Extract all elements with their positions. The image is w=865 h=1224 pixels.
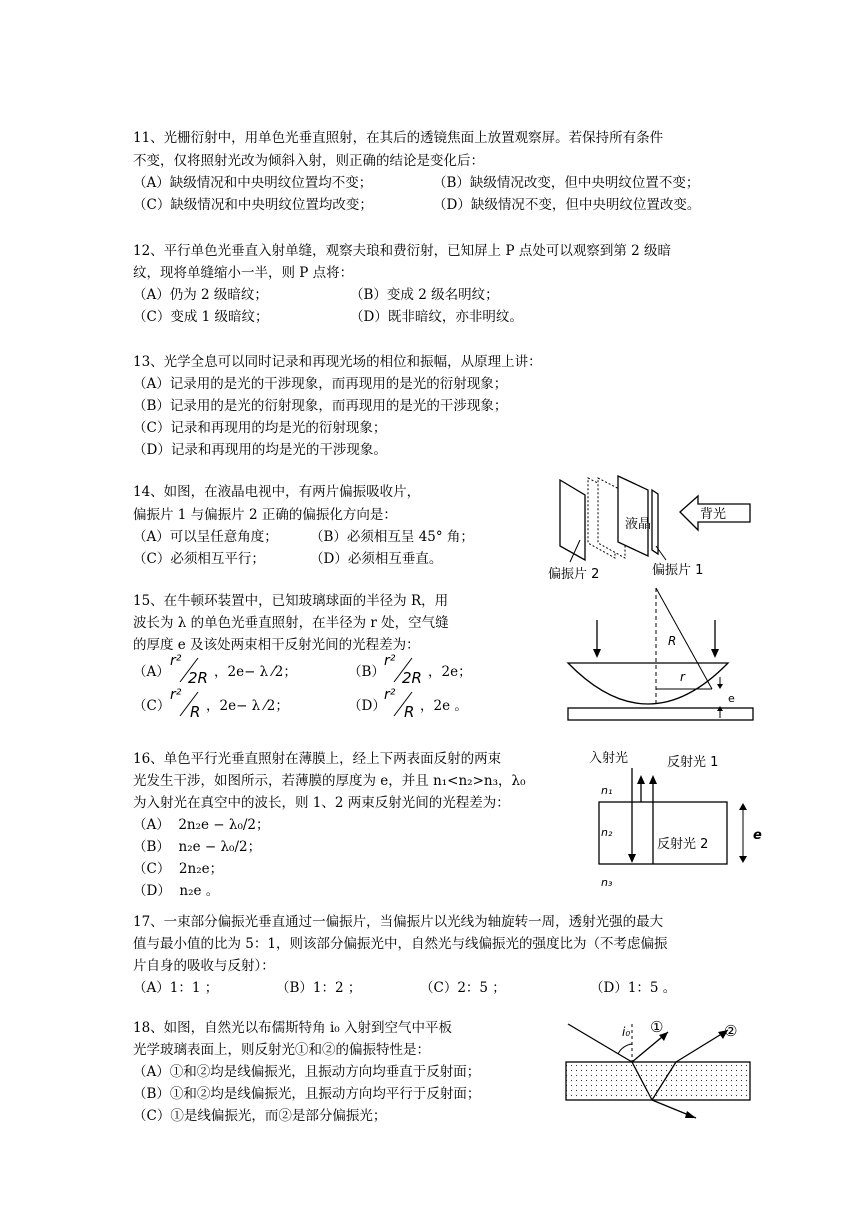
q15-stem-line2: 波长为 λ 的单色光垂直照射，在半径为 r 处，空气缝	[133, 615, 449, 631]
q15-option-c-fraction	[168, 686, 208, 720]
q14-option-d: （D）必须相互垂直。	[310, 551, 443, 567]
q15-stem-line3: 的厚度 e 及该处两束相干反射光间的光程差为：	[133, 637, 420, 653]
angle-arc	[618, 1044, 632, 1054]
q13-stem-line1: 13、光学全息可以同时记录和再现光场的相位和振幅，从原理上讲：	[133, 354, 542, 370]
q18-option-b: （B）①和②均是线偏振光，且振动方向均平行于反射面；	[133, 1086, 481, 1102]
newton-ring-diagram	[560, 585, 760, 725]
q16-option-c: （C） 2n₂e；	[133, 861, 224, 877]
q17-option-a: （A）1：1 ；	[133, 980, 219, 996]
polarizer-2-plate	[560, 480, 585, 560]
reflected-1-label: 反射光 1	[667, 755, 719, 770]
q15-stem-line1: 15、在牛顿环装置中，已知玻璃球面的半径为 R，用	[133, 593, 449, 609]
r-label: r	[680, 670, 685, 684]
q16-option-d: （D） n₂e 。	[133, 883, 220, 899]
arrowhead	[739, 856, 747, 863]
q16-stem-line2: 光发生干涉，如图所示，若薄膜的厚度为 e，并且 n₁<n₂>n₃，λ₀	[133, 773, 526, 789]
arrowhead	[593, 649, 601, 658]
polarizer-1-plate	[652, 490, 658, 554]
arrowhead	[637, 775, 645, 784]
q11-option-c: （C）缺级情况和中央明纹位置均改变；	[133, 197, 373, 213]
fraction-denominator: 2R	[188, 669, 208, 687]
polarizer-2-label: 偏振片 2	[548, 567, 600, 582]
q14-stem-line2: 偏振片 1 与偏振片 2 正确的偏振化方向是：	[133, 507, 397, 523]
arrowhead	[739, 803, 747, 810]
thickness-label: e	[753, 828, 762, 843]
q18-stem-line1: 18、如图，自然光以布儒斯特角 i₀ 入射到空气中平板	[133, 1020, 452, 1036]
q13-option-d: （D）记录和再现用的均是光的干涉现象。	[133, 442, 387, 458]
thin-film	[599, 802, 727, 864]
ray-2-label: ②	[724, 1022, 738, 1040]
q15-option-d-fraction	[382, 686, 422, 720]
q15-option-b-fraction	[382, 652, 430, 686]
q17-stem-line3: 片自身的吸收与反射）：	[133, 958, 275, 974]
q11-option-b: （B）缺级情况改变，但中央明纹位置不变；	[433, 175, 700, 191]
arrowhead	[711, 649, 719, 658]
radius-label: R	[668, 634, 677, 648]
q15-option-c-tail: ，2e− λ ⁄2；	[206, 698, 289, 714]
q12-stem-line2: 纹，现将单缝缩小一半，则 P 点将：	[133, 265, 354, 281]
q14-option-c: （C）必须相互平行；	[133, 551, 265, 567]
q11-option-a: （A）缺级情况和中央明纹位置均不变；	[133, 175, 373, 191]
q14-option-a: （A）可以呈任意角度；	[133, 529, 278, 545]
q15-option-a-label: （A）	[133, 664, 170, 680]
q15-option-a-fraction	[168, 652, 216, 686]
q15-option-d-tail: ，2e 。	[420, 698, 468, 714]
q14-stem-line1: 14、如图，在液晶电视中，有两片偏振吸收片，	[133, 484, 421, 500]
fraction-denominator: R	[190, 703, 201, 721]
fraction-denominator: 2R	[402, 669, 422, 687]
q18-option-a: （A）①和②均是线偏振光，且振动方向均垂直于反射面；	[133, 1064, 481, 1080]
q14-option-b: （B）必须相互呈 45° 角；	[310, 529, 474, 545]
lc-label: 液晶	[625, 517, 652, 532]
q17-stem-line2: 值与最小值的比为 5：1，则该部分偏振光中，自然光与线偏振光的强度比为（不考虑偏振	[133, 936, 668, 952]
n2-label: n₂	[601, 826, 613, 839]
fraction-numerator: r²	[384, 653, 396, 669]
n3-label: n₃	[601, 876, 613, 889]
q17-option-d: （D）1：5 。	[590, 980, 677, 996]
incident-label: 入射光	[589, 751, 629, 766]
q18-option-c: （C）①是线偏振光，而②是部分偏振光；	[133, 1108, 387, 1124]
q13-option-c: （C）记录和再现用的均是光的衍射现象；	[133, 420, 387, 436]
brewster-angle-diagram	[560, 1014, 760, 1124]
n1-label: n₁	[601, 784, 613, 797]
lcd-polarizer-diagram	[540, 470, 785, 590]
backlight-label: 背光	[700, 507, 727, 522]
fraction-numerator: r²	[170, 687, 182, 703]
fraction-denominator: R	[404, 703, 415, 721]
q16-stem-line3: 为入射光在真空中的波长，则 1、2 两束反射光间的光程差为：	[133, 795, 510, 811]
q13-option-b: （B）记录用的是光的衍射现象，而再现用的是光的干涉现象；	[133, 398, 508, 414]
thin-film-diagram	[585, 748, 775, 890]
arrowhead	[717, 684, 723, 689]
q15-option-a-tail: ，2e− λ ⁄2；	[214, 664, 297, 680]
arrowhead	[685, 1111, 696, 1118]
liquid-crystal-cell	[618, 476, 648, 556]
q12-option-c: （C）变成 1 级暗纹；	[133, 309, 269, 325]
q17-stem-line1: 17、一束部分偏振光垂直通过一偏振片，当偏振片以光线为轴旋转一周，透射光强的最大	[133, 914, 664, 930]
glass-plate	[568, 708, 753, 720]
q17-option-b: （B）1：2 ；	[276, 980, 362, 996]
polarizer-1-label: 偏振片 1	[652, 563, 704, 578]
q12-stem-line1: 12、平行单色光垂直入射单缝，观察夫琅和费衍射，已知屏上 P 点处可以观察到第 2 级暗	[133, 243, 672, 259]
q15-option-c-label: （C）	[133, 698, 171, 714]
q11-stem-line1: 11、光栅衍射中，用单色光垂直照射，在其后的透镜焦面上放置观察屏。若保持所有条件	[133, 130, 664, 146]
q17-option-c: （C）2：5 ；	[420, 980, 506, 996]
q16-option-a: （A） 2n₂e − λ₀/2；	[133, 817, 270, 833]
q11-stem-line2: 不变，仅将照射光改为倾斜入射，则正确的结论是变化后：	[133, 153, 484, 169]
plano-convex-lens	[568, 663, 728, 704]
brewster-angle-label: i₀	[622, 1025, 631, 1039]
q12-option-a: （A）仍为 2 级暗纹；	[133, 287, 268, 303]
q15-option-b-tail: ，2e；	[428, 664, 472, 680]
q16-option-b: （B） n₂e − λ₀/2；	[133, 839, 262, 855]
q12-option-b: （B）变成 2 级名明纹；	[350, 287, 499, 303]
ray-1-label: ①	[650, 1018, 664, 1036]
glass-slab	[566, 1062, 750, 1100]
q16-stem-line1: 16、单色平行光垂直照射在薄膜上，经上下两表面反射的两束	[133, 751, 502, 767]
q15-option-b-label: （B）	[348, 664, 385, 680]
q11-option-d: （D）缺级情况不变，但中央明纹位置改变。	[433, 197, 701, 213]
q18-stem-line2: 光学玻璃表面上，则反射光①和②的偏振特性是：	[133, 1042, 430, 1058]
q13-option-a: （A）记录用的是光的干涉现象，而再现用的是光的衍射现象；	[133, 376, 508, 392]
arrowhead	[649, 775, 657, 784]
fraction-numerator: r²	[170, 653, 182, 669]
q15-option-d-label: （D）	[348, 698, 386, 714]
q12-option-d: （D）既非暗纹，亦非明纹。	[350, 309, 523, 325]
e-label: e	[728, 692, 735, 705]
reflected-2-label: 反射光 2	[657, 837, 709, 852]
fraction-numerator: r²	[384, 687, 396, 703]
